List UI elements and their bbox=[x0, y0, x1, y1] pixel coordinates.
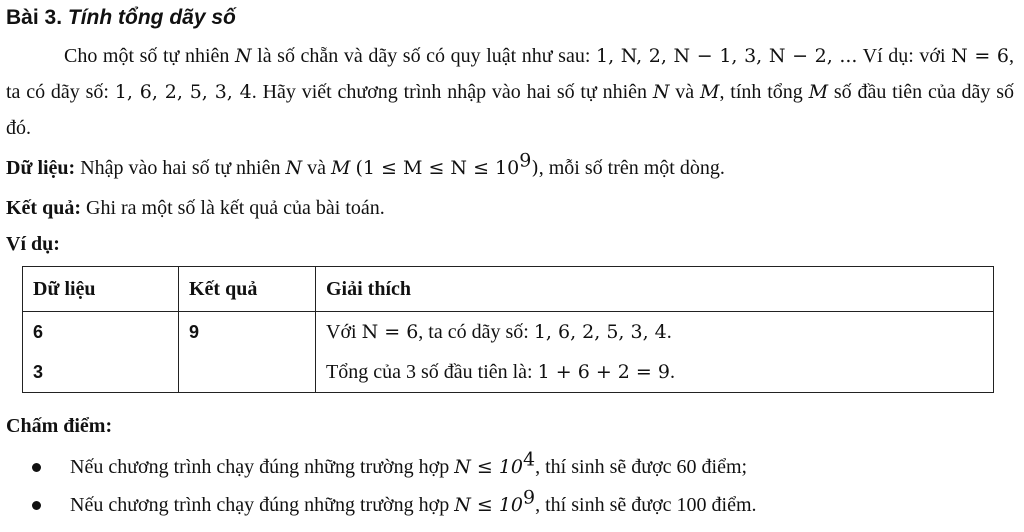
input-label: Dữ liệu: bbox=[6, 157, 76, 179]
statement-text: Ví dụ: với bbox=[857, 45, 952, 67]
statement-text: . Hãy viết chương trình nhập vào hai số tự nhiên bbox=[251, 81, 653, 103]
statement-text: và bbox=[669, 81, 700, 103]
output-label: Kết quả: bbox=[6, 197, 81, 219]
input-line: 6 bbox=[33, 322, 44, 342]
explanation-line-2 bbox=[326, 352, 983, 392]
math-range: (1 ≤ M ≤ N ≤ 10 bbox=[355, 157, 520, 179]
statement-text: , ta có dãy số: bbox=[6, 45, 1014, 103]
list-item bbox=[32, 486, 757, 524]
math-example-sequence: 1, 6, 2, 5, 3, 4 bbox=[114, 81, 252, 103]
example-heading: Ví dụ: bbox=[6, 233, 60, 255]
math-sum: 1 + 6 + 2 = 9 bbox=[537, 361, 670, 383]
explanation-text: Với bbox=[326, 321, 362, 343]
math-exponent: 4 bbox=[523, 448, 536, 471]
math-example-sequence: 1, 6, 2, 5, 3, 4 bbox=[533, 321, 667, 343]
output-description bbox=[6, 194, 385, 222]
problem-name: Tính tổng dãy số bbox=[67, 6, 236, 29]
cell-result bbox=[179, 312, 316, 393]
problem-statement bbox=[6, 38, 1014, 146]
bullet-icon bbox=[32, 463, 41, 472]
input-description bbox=[6, 149, 725, 182]
scoring-text: Nếu chương trình chạy đúng những trường hợp bbox=[70, 456, 455, 478]
math-limit: N ≤ 10 bbox=[454, 494, 524, 516]
scoring-text: , thí sinh sẽ được 60 điểm; bbox=[535, 456, 748, 478]
math-exponent: 9 bbox=[523, 486, 536, 509]
list-item bbox=[32, 448, 757, 486]
result-value: 9 bbox=[189, 322, 200, 342]
explanation-text: , ta có dãy số: bbox=[418, 321, 534, 343]
math-m: M bbox=[330, 157, 351, 179]
math-range-close: ) bbox=[531, 157, 539, 179]
explanation-text: . bbox=[666, 321, 672, 343]
explanation-text: Tổng của 3 số đầu tiên là: bbox=[326, 361, 538, 383]
scoring-text: , thí sinh sẽ được 100 điểm. bbox=[535, 494, 757, 516]
scoring-text: Nếu chương trình chạy đúng những trường hợp bbox=[70, 494, 455, 516]
table-header-row bbox=[23, 267, 994, 312]
cell-input bbox=[23, 312, 179, 393]
problem-number: Bài 3. bbox=[6, 6, 63, 29]
math-exponent: 9 bbox=[519, 149, 532, 172]
statement-text: là số chẵn và dãy số có quy luật như sau: bbox=[251, 45, 596, 67]
math-n: N bbox=[285, 157, 303, 179]
input-text: , mỗi số trên một dòng. bbox=[538, 157, 725, 179]
table-row bbox=[23, 312, 994, 393]
header-input: Dữ liệu bbox=[23, 267, 179, 312]
math-condition: N = 6 bbox=[951, 45, 1009, 67]
math-n: N bbox=[234, 45, 252, 67]
statement-text: , tính tổng bbox=[719, 81, 809, 103]
math-limit: N ≤ 10 bbox=[454, 456, 524, 478]
input-text: và bbox=[302, 157, 331, 179]
example-table bbox=[22, 266, 994, 393]
math-sequence: 1, N, 2, N − 1, 3, N − 2, ... bbox=[595, 45, 858, 67]
output-text: Ghi ra một số là kết quả của bài toán. bbox=[81, 197, 385, 219]
math-n: N bbox=[652, 81, 670, 103]
math-m: M bbox=[808, 81, 829, 103]
statement-text: Cho một số tự nhiên bbox=[64, 45, 235, 67]
bullet-icon bbox=[32, 501, 41, 510]
input-line: 3 bbox=[33, 362, 44, 382]
explanation-line-1 bbox=[326, 312, 983, 352]
cell-explanation bbox=[316, 312, 994, 393]
explanation-text: . bbox=[669, 361, 675, 383]
math-m: M bbox=[700, 81, 720, 103]
problem-title bbox=[6, 4, 236, 32]
scoring-list bbox=[32, 448, 757, 524]
scoring-heading: Chấm điểm: bbox=[6, 415, 113, 437]
math-condition: N = 6 bbox=[361, 321, 419, 343]
statement-text: số đầu tiên của dãy số đó. bbox=[6, 81, 1014, 139]
header-explanation: Giải thích bbox=[316, 267, 994, 312]
header-result: Kết quả bbox=[179, 267, 316, 312]
input-text: Nhập vào hai số tự nhiên bbox=[75, 157, 286, 179]
